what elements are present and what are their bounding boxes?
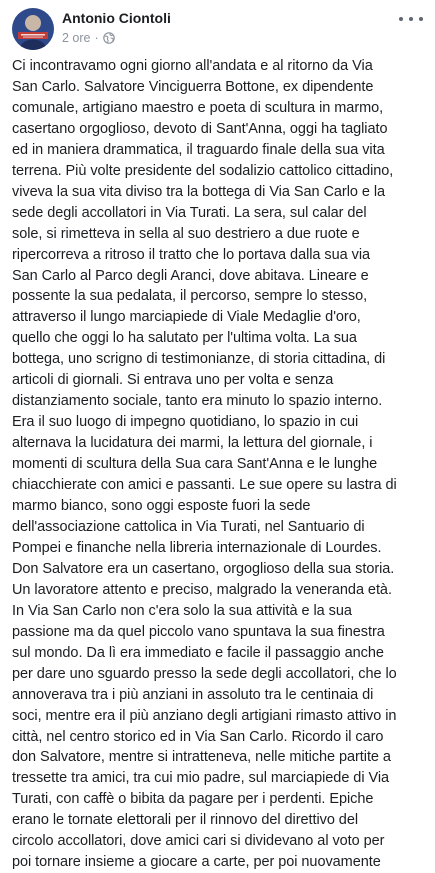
avatar[interactable] xyxy=(12,8,54,50)
globe-icon[interactable] xyxy=(103,32,115,44)
more-options-dot xyxy=(419,17,423,21)
post-meta xyxy=(62,31,115,45)
post-timestamp[interactable]: 2 ore xyxy=(62,31,91,45)
post-header xyxy=(0,0,435,56)
more-options-dot xyxy=(399,17,403,21)
more-options-dot xyxy=(409,17,413,21)
post-text: Ci incontravamo ogni giorno all'andata e al ritorno da Via San Carlo. Salvatore Vinciguerra Bottone, ex dipendente comunale, artigiano maestro e poeta di scultura in marmo, casertano orgoglioso, devoto di Sant'Anna, oggi ha tagliato ed in maniera drammatica, il traguardo finale della sua vita terrena. Più volte presidente del sodalizio cattolico cittadino, viveva la sua vita diviso tra la bottega di Via San Carlo e la sede degli accollatori in Via Turati. La sera, sul calar del sole, si rimetteva in sella al suo destriero a due ruote e ripercorreva a ritroso il tratto che lo portava dalla sua via San Carlo al Parco degli Aranci, dove abitava. Lineare e possente la sua pedalata, il percorso, sempre lo stesso, attraverso il lungo marciapiede di Viale Medaglie d'oro, quello che oggi lo ha salutato per l'ultima volta. La sua bottega, uno scrigno di testimonianze, di storia cittadina, di articoli di giornali. Si entrava uno per volta e senza distanziamento sociale, tanto era minuto lo spazio interno. Era il suo luogo di impegno quotidiano, lo spazio in cui alternava la lucidatura dei marmi, la lettura del giornale, i momenti di scultura della Sua cara Sant'Anna e le lunghe chiacchierate con amici e passanti. Le sue opere su lastra di marmo bianco, sono oggi esposte fuori la sede dell'associazione cattolica in Via Turati, nel Santuario di Pompei e finanche nella libreria internazionale di Lourdes. Don Salvatore era un casertano, orgoglioso della sua storia. Un lavoratore attento e preciso, malgrado la veneranda età. In Via San Carlo non c'era solo la sua attività e la sua passione ma da quel piccolo vano spuntava la sua finestra sul mondo. Da lì era immediato e facile il passaggio anche per dare uno sguardo presso la sede degli accollatori, che lo annoverava tra i più anziani in assoluto tra le centinaia di soci, mentre era il più anziano degli artigiani rimasto attivo in città, nel centro storico ed in Via San Carlo. Ricordo il caro don Salvatore, mentre si intratteneva, nelle mitiche partite a tressette tra amici, tra cui mio padre, sul marciapiede di Via Turati, con caffè o bibita da pagare per i perdenti. Epiche erano le tornate elettorali per il rinnovo del direttivo del circolo accollatori, dove amici cari si dividevano al voto per poi tornare insieme a giocare a carte, per poi nuovamente xyxy=(12,58,397,871)
more-options-icon[interactable] xyxy=(399,10,423,28)
avatar-image xyxy=(12,8,54,50)
author-name[interactable]: Antonio Ciontoli xyxy=(62,10,171,26)
meta-separator: · xyxy=(94,31,99,45)
